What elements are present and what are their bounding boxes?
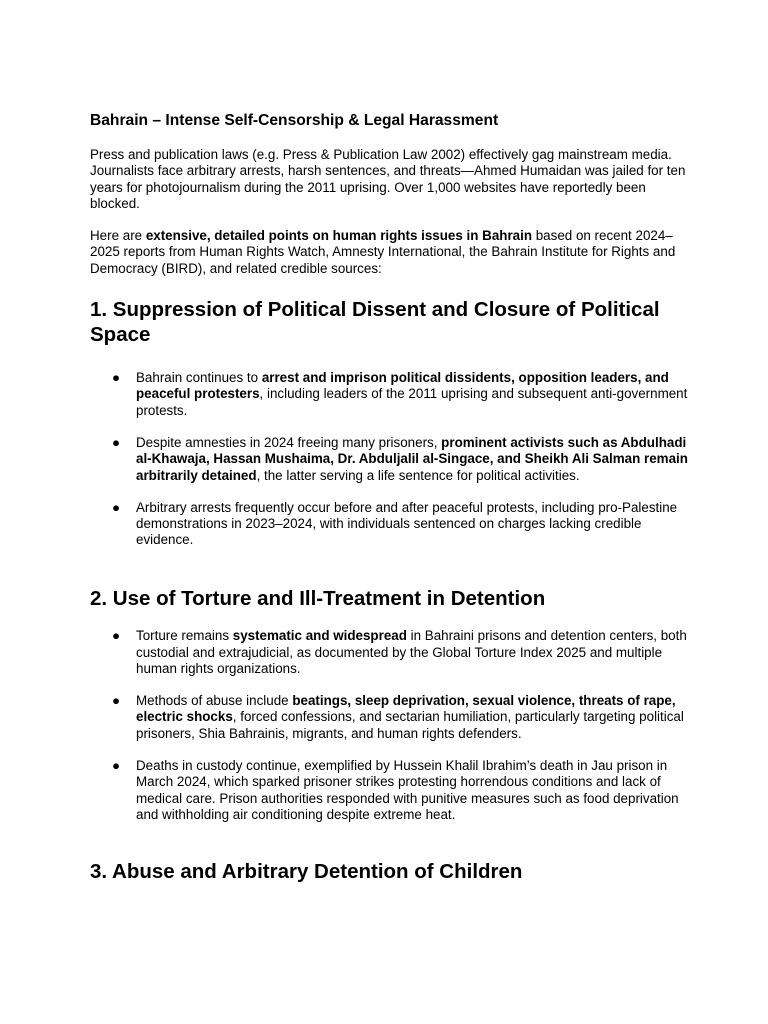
bullet-text-lead: Deaths in custody continue, exemplified by Hussein Khalil Ibrahim’s death in Jau prison in March 2024, which sparked prisoner strikes protesting horrendous conditions and lack of medical care. Prison authorities responded with punitive measures such as food deprivation and withholding air conditioning despite extreme heat. <box>136 758 679 822</box>
intro-paragraph: Press and publication laws (e.g. Press & Publication Law 2002) effectively gag mainstream media. Journalists face arbitrary arrests, harsh sentences, and threats—Ahmed Humaidan was jailed for ten years for photojournalism during the 2011 uprising. Over 1,000 websites have reportedly been blocked. <box>90 147 686 211</box>
bullet-list-political-dissent <box>90 370 690 549</box>
bullet-text-lead: Despite amnesties in 2024 freeing many prisoners, <box>136 434 442 450</box>
bullet-text-lead: Bahrain continues to <box>136 370 262 386</box>
bullet-text-tail: in Bahraini prisons and detention centers, both custodial and extrajudicial, as documented by the Global Torture Index 2025 and multiple human rights organizations. <box>136 628 687 676</box>
bullet-text-bold: systematic and widespread <box>232 628 407 644</box>
list-item <box>90 758 690 823</box>
summary-paragraph <box>90 228 690 277</box>
bullet-text-lead: Methods of abuse include <box>136 693 293 709</box>
section-heading-children: 3. Abuse and Arbitrary Detention of Children <box>90 860 523 884</box>
list-item <box>90 693 690 742</box>
bullet-text-tail: , including leaders of the 2011 uprising and subsequent anti-government protests. <box>136 386 688 418</box>
bullet-text-bold: beatings, sleep deprivation, sexual violence, threats of rape, electric shocks <box>136 693 676 725</box>
summary-text-lead: Here are <box>90 228 146 244</box>
bullet-text-tail: , the latter serving a life sentence for political activities. <box>256 467 580 483</box>
bullet-dot: ● <box>112 628 121 644</box>
bullet-text-bold: prominent activists such as Abdulhadi al-Khawaja, Hassan Mushaima, Dr. Abduljalil al-Singace, and Sheikh Ali Salman remain arbitrarily detained <box>136 434 688 483</box>
bullet-dot: ● <box>112 370 121 386</box>
bullet-list-torture <box>90 628 690 823</box>
list-item <box>90 435 690 484</box>
section-heading-political-dissent: 1. Suppression of Political Dissent and Closure of Political Space <box>90 298 660 346</box>
section-heading-torture: 2. Use of Torture and Ill-Treatment in Detention <box>90 586 546 610</box>
summary-text-tail: based on recent 2024–2025 reports from Human Rights Watch, Amnesty International, the Bahrain Institute for Rights and Democracy (BIRD), and related credible sources: <box>90 228 676 276</box>
summary-text-bold: extensive, detailed points on human rights issues in Bahrain <box>145 228 533 244</box>
document-title: Bahrain – Intense Self-Censorship & Legal Harassment <box>90 112 499 129</box>
bullet-text-bold: arrest and imprison political dissidents, opposition leaders, and peaceful protesters <box>136 370 669 402</box>
list-item <box>90 628 690 677</box>
bullet-dot: ● <box>112 499 121 515</box>
bullet-text-tail: , forced confessions, and sectarian humiliation, particularly targeting political prisoners, Shia Bahrainis, migrants, and human rights defenders. <box>136 709 684 741</box>
bullet-text-lead: Torture remains <box>136 628 233 644</box>
list-item <box>90 500 690 549</box>
bullet-dot: ● <box>112 758 121 774</box>
bullet-dot: ● <box>112 434 121 450</box>
bullet-text-lead: Arbitrary arrests frequently occur before and after peaceful protests, including pro-Palestine demonstrations in 2023–2024, with individuals sentenced on charges lacking credible evidence. <box>136 499 678 548</box>
bullet-dot: ● <box>112 693 121 709</box>
document-body <box>90 111 690 885</box>
list-item <box>90 370 690 419</box>
